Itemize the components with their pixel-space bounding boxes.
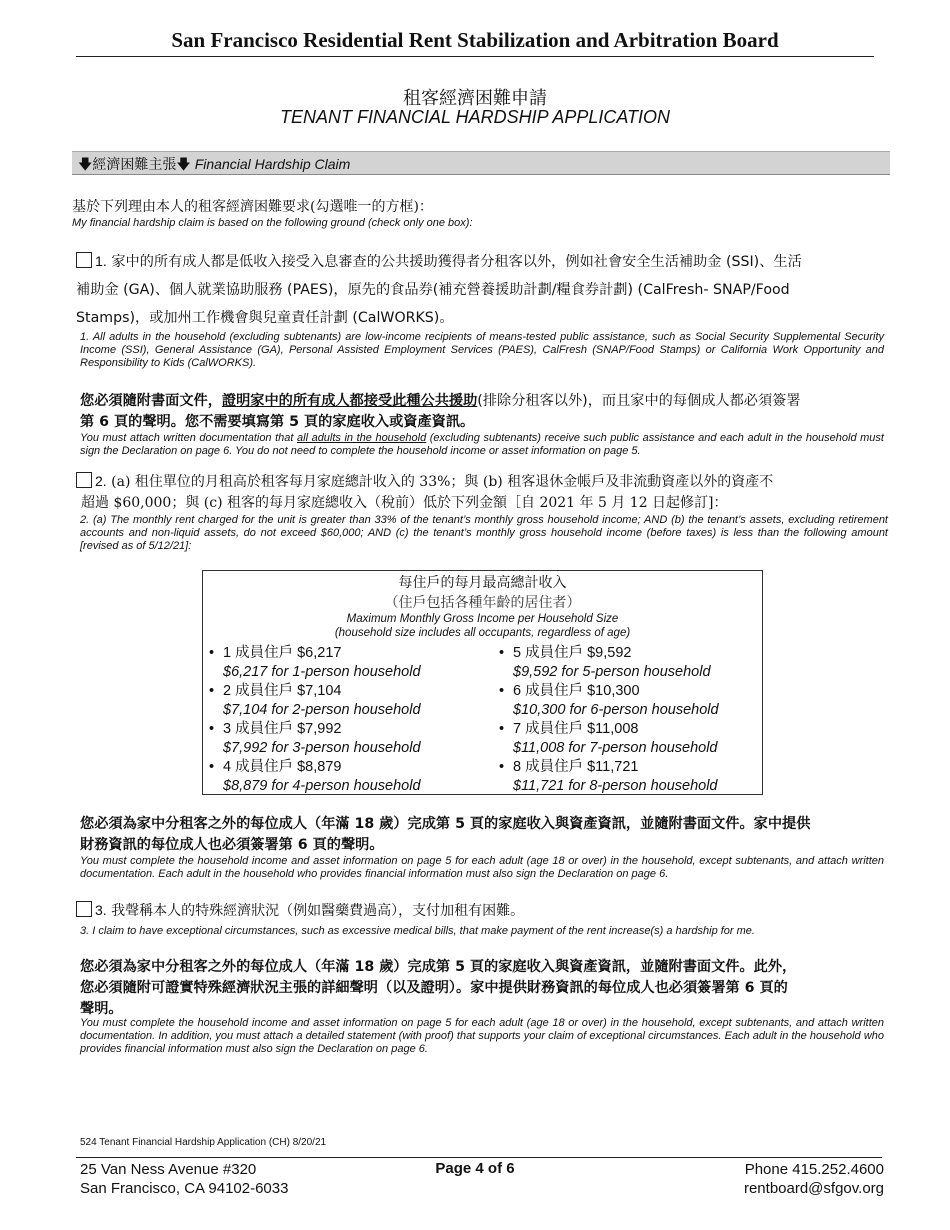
option-3-requirement-zh: 您必須為家中分租客之外的每位成人（年滿 18 歲）完成第 5 頁的家庭收入與資產資訊，並隨附書面文件。此外， 您必須隨附可證實特殊經濟狀況主張的詳細聲明（以及證明）。家中提供財務資訊的每位成人也必須簽署第 6 頁的 聲明。 <box>80 959 797 1017</box>
list-item: • 5 成員住戶 $9,592 $9,592 for 5-person household <box>499 645 711 680</box>
option-1-text-line3: Stamps)，或加州工作機會與兒童責任計劃 (CalWORKS)。 <box>76 310 454 326</box>
table-subtitle-zh: （住戶包括各種年齡的居住者） <box>384 595 581 611</box>
table-title-en: Maximum Monthly Gross Income per Household Size (household size includes all occupants, regardless of age) <box>334 613 631 639</box>
option-3-requirement-en: You must complete the household income and asset information on page 5 for each adult (age 18 or over) in the household, except subtenants, and attach written documentation. In addition, you must attach a detailed statement (with proof) that supports your claim of exceptional circumstances. Each adult in the household who provides financial information must also sign the Declaration on page 6. <box>80 1017 884 1055</box>
footer-contact <box>744 1160 884 1198</box>
arrow-down-icon: 🡇 <box>176 156 191 172</box>
section-label-zh: 經濟困難主張 <box>92 157 177 173</box>
footer-address: 25 Van Ness Avenue #320 San Francisco, CA 94102-6033 <box>80 1161 289 1197</box>
option-1: 1. 家中的所有成人都是低收入接受入息審查的公共援助獲得者分租客以外，例如社會安全生活補助金 (SSI)、生活 補助金 (GA)、個人就業協助服務 (PAES)，原先的食品券(補充營養援助計劃/糧食券計劃) (CalFresh- SNAP/Food Stamps)，或加州工作機會與兒童責任計劃 (CalWORKS)。 <box>76 249 888 332</box>
option-3: 3. 我聲稱本人的特殊經濟狀況（例如醫藥費過高），支付加租有困難。 <box>76 900 888 922</box>
table-left-column <box>203 644 421 796</box>
option-1-en: 1. All adults in the household (excluding subtenants) are low-income recipients of means-tested public assistance, such as Social Security Supplemental Security Income (SSI), General Assistance (GA), Personal Assisted Employment Services (PAES), CalFresh (SNAP/Food Stamps) or California Work Opportunity and Responsibility to Kids (CalWORKS). <box>80 331 884 369</box>
option-1-text-b: 如社會安全生活補助金 (SSI)、生活 <box>579 254 802 270</box>
option-2-checkbox[interactable] <box>76 472 92 488</box>
option-2-requirement-en: You must complete the household income and asset information on page 5 for each adult (age 18 or over) in the household, except subtenants, and attach written documentation. Each adult in the household who provides financial information must also sign the Declaration on page 6. <box>80 855 884 880</box>
header-divider <box>76 56 874 57</box>
list-item: • 1 成員住戶 $6,217 $6,217 for 1-person household <box>209 645 421 680</box>
option-2-en: 2. (a) The monthly rent charged for the unit is greater than 33% of the tenant’s monthly gross household income; AND (b) the tenant’s assets, excluding retirement accounts and non-liquid assets, do not exceed $60,000; AND (c) the tenant’s monthly gross household income (before taxes) is less than the following amount [revised as of 5/12/21]: <box>80 514 888 552</box>
option-1-requirement-en: You must attach written documentation that all adults in the household (excluding subtenants) receive such public assistance and each adult in the household must sign the Declaration on page 6. You do not need to complete the household income or asset information on page 5. <box>80 432 884 457</box>
option-3-checkbox[interactable] <box>76 901 92 917</box>
option-1-requirement-zh: 您必須隨附書面文件，證明家中的所有成人都接受此種公共援助(排除分租客以外)，而且家中的每個成人都必須簽署 第 6 頁的聲明。您不需要填寫第 5 頁的家庭收入或資產資訊。 <box>80 393 801 430</box>
list-item: • 8 成員住戶 $11,721 $11,721 for 8-person household <box>499 759 718 794</box>
table-right-column <box>493 644 719 796</box>
option-1-text-a: 家中的所有成人都是低收入接受入息審查的公共援助獲得者分租客以外，例 <box>111 254 580 270</box>
option-3-text: 我聲稱本人的特殊經濟狀況（例如醫藥費過高），支付加租有困難。 <box>111 903 525 919</box>
income-limit-table <box>202 570 763 795</box>
form-title-en: TENANT FINANCIAL HARDSHIP APPLICATION <box>279 107 671 127</box>
list-item: • 6 成員住戶 $10,300 $10,300 for 6-person household <box>499 683 719 718</box>
list-item: • 4 成員住戶 $8,879 $8,879 for 4-person household <box>209 759 421 794</box>
footer-divider <box>76 1157 882 1158</box>
intro-zh: 基於下列理由本人的租客經濟困難要求(勾選唯一的方框)： <box>72 199 433 215</box>
section-label-en: Financial Hardship Claim <box>194 156 351 172</box>
option-2-requirement-zh: 您必須為家中分租客之外的每位成人（年滿 18 歲）完成第 5 頁的家庭收入與資產資訊，並隨附書面文件。家中提供 財務資訊的每位成人也必須簽署第 6 頁的聲明。 <box>80 816 811 853</box>
option-2: 2. (a) 租住單位的月租高於租客每月家庭總計收入的 33%；與 (b) 租客退休金帳戶及非流動資產以外的資產不 超過 $60,000；與 (c) 租客的每月家庭總收入（稅前）低於下列金額［自 2021 年 5 月 12 日起修訂]： <box>76 471 888 514</box>
org-title: San Francisco Residential Rent Stabilization and Arbitration Board <box>171 28 779 52</box>
intro-en: My financial hardship claim is based on the following ground (check only one box): <box>72 217 473 229</box>
option-1-text-line2: 補助金 (GA)、個人就業協助服務 (PAES)，原先的食品券(補充營養援助計劃/糧食券計劃) (CalFresh- SNAP/Food <box>76 282 790 298</box>
email-link[interactable]: rentboard@sfgov.org <box>743 1180 884 1197</box>
page-number: Page 4 of 6 <box>435 1160 515 1177</box>
option-1-checkbox[interactable] <box>76 252 92 268</box>
option-2-text-line1: (a) 租住單位的月租高於租客每月家庭總計收入的 33%；與 (b) 租客退休金帳戶及非流動資產以外的資產不 <box>111 474 774 490</box>
form-title-zh: 租客經濟困難申請 <box>403 88 547 109</box>
list-item: • 2 成員住戶 $7,104 $7,104 for 2-person household <box>209 683 421 718</box>
arrow-down-icon: 🡇 <box>78 156 93 172</box>
form-code: 524 Tenant Financial Hardship Application (CH) 8/20/21 <box>80 1137 327 1148</box>
table-title-zh: 每住戶的每月最高總計收入 <box>398 575 567 591</box>
option-2-text-line2: 超過 $60,000；與 (c) 租客的每月家庭總收入（稅前）低於下列金額［自 2021 年 5 月 12 日起修訂]： <box>81 495 728 511</box>
list-item: • 7 成員住戶 $11,008 $11,008 for 7-person household <box>499 721 718 756</box>
section-header <box>72 151 890 175</box>
option-3-en: 3. I claim to have exceptional circumstances, such as excessive medical bills, that make payment of the rent increase(s) a hardship for me. <box>80 925 755 937</box>
phone-number: Phone 415.252.4600 <box>744 1161 884 1178</box>
list-item: • 3 成員住戶 $7,992 $7,992 for 3-person household <box>209 721 421 756</box>
